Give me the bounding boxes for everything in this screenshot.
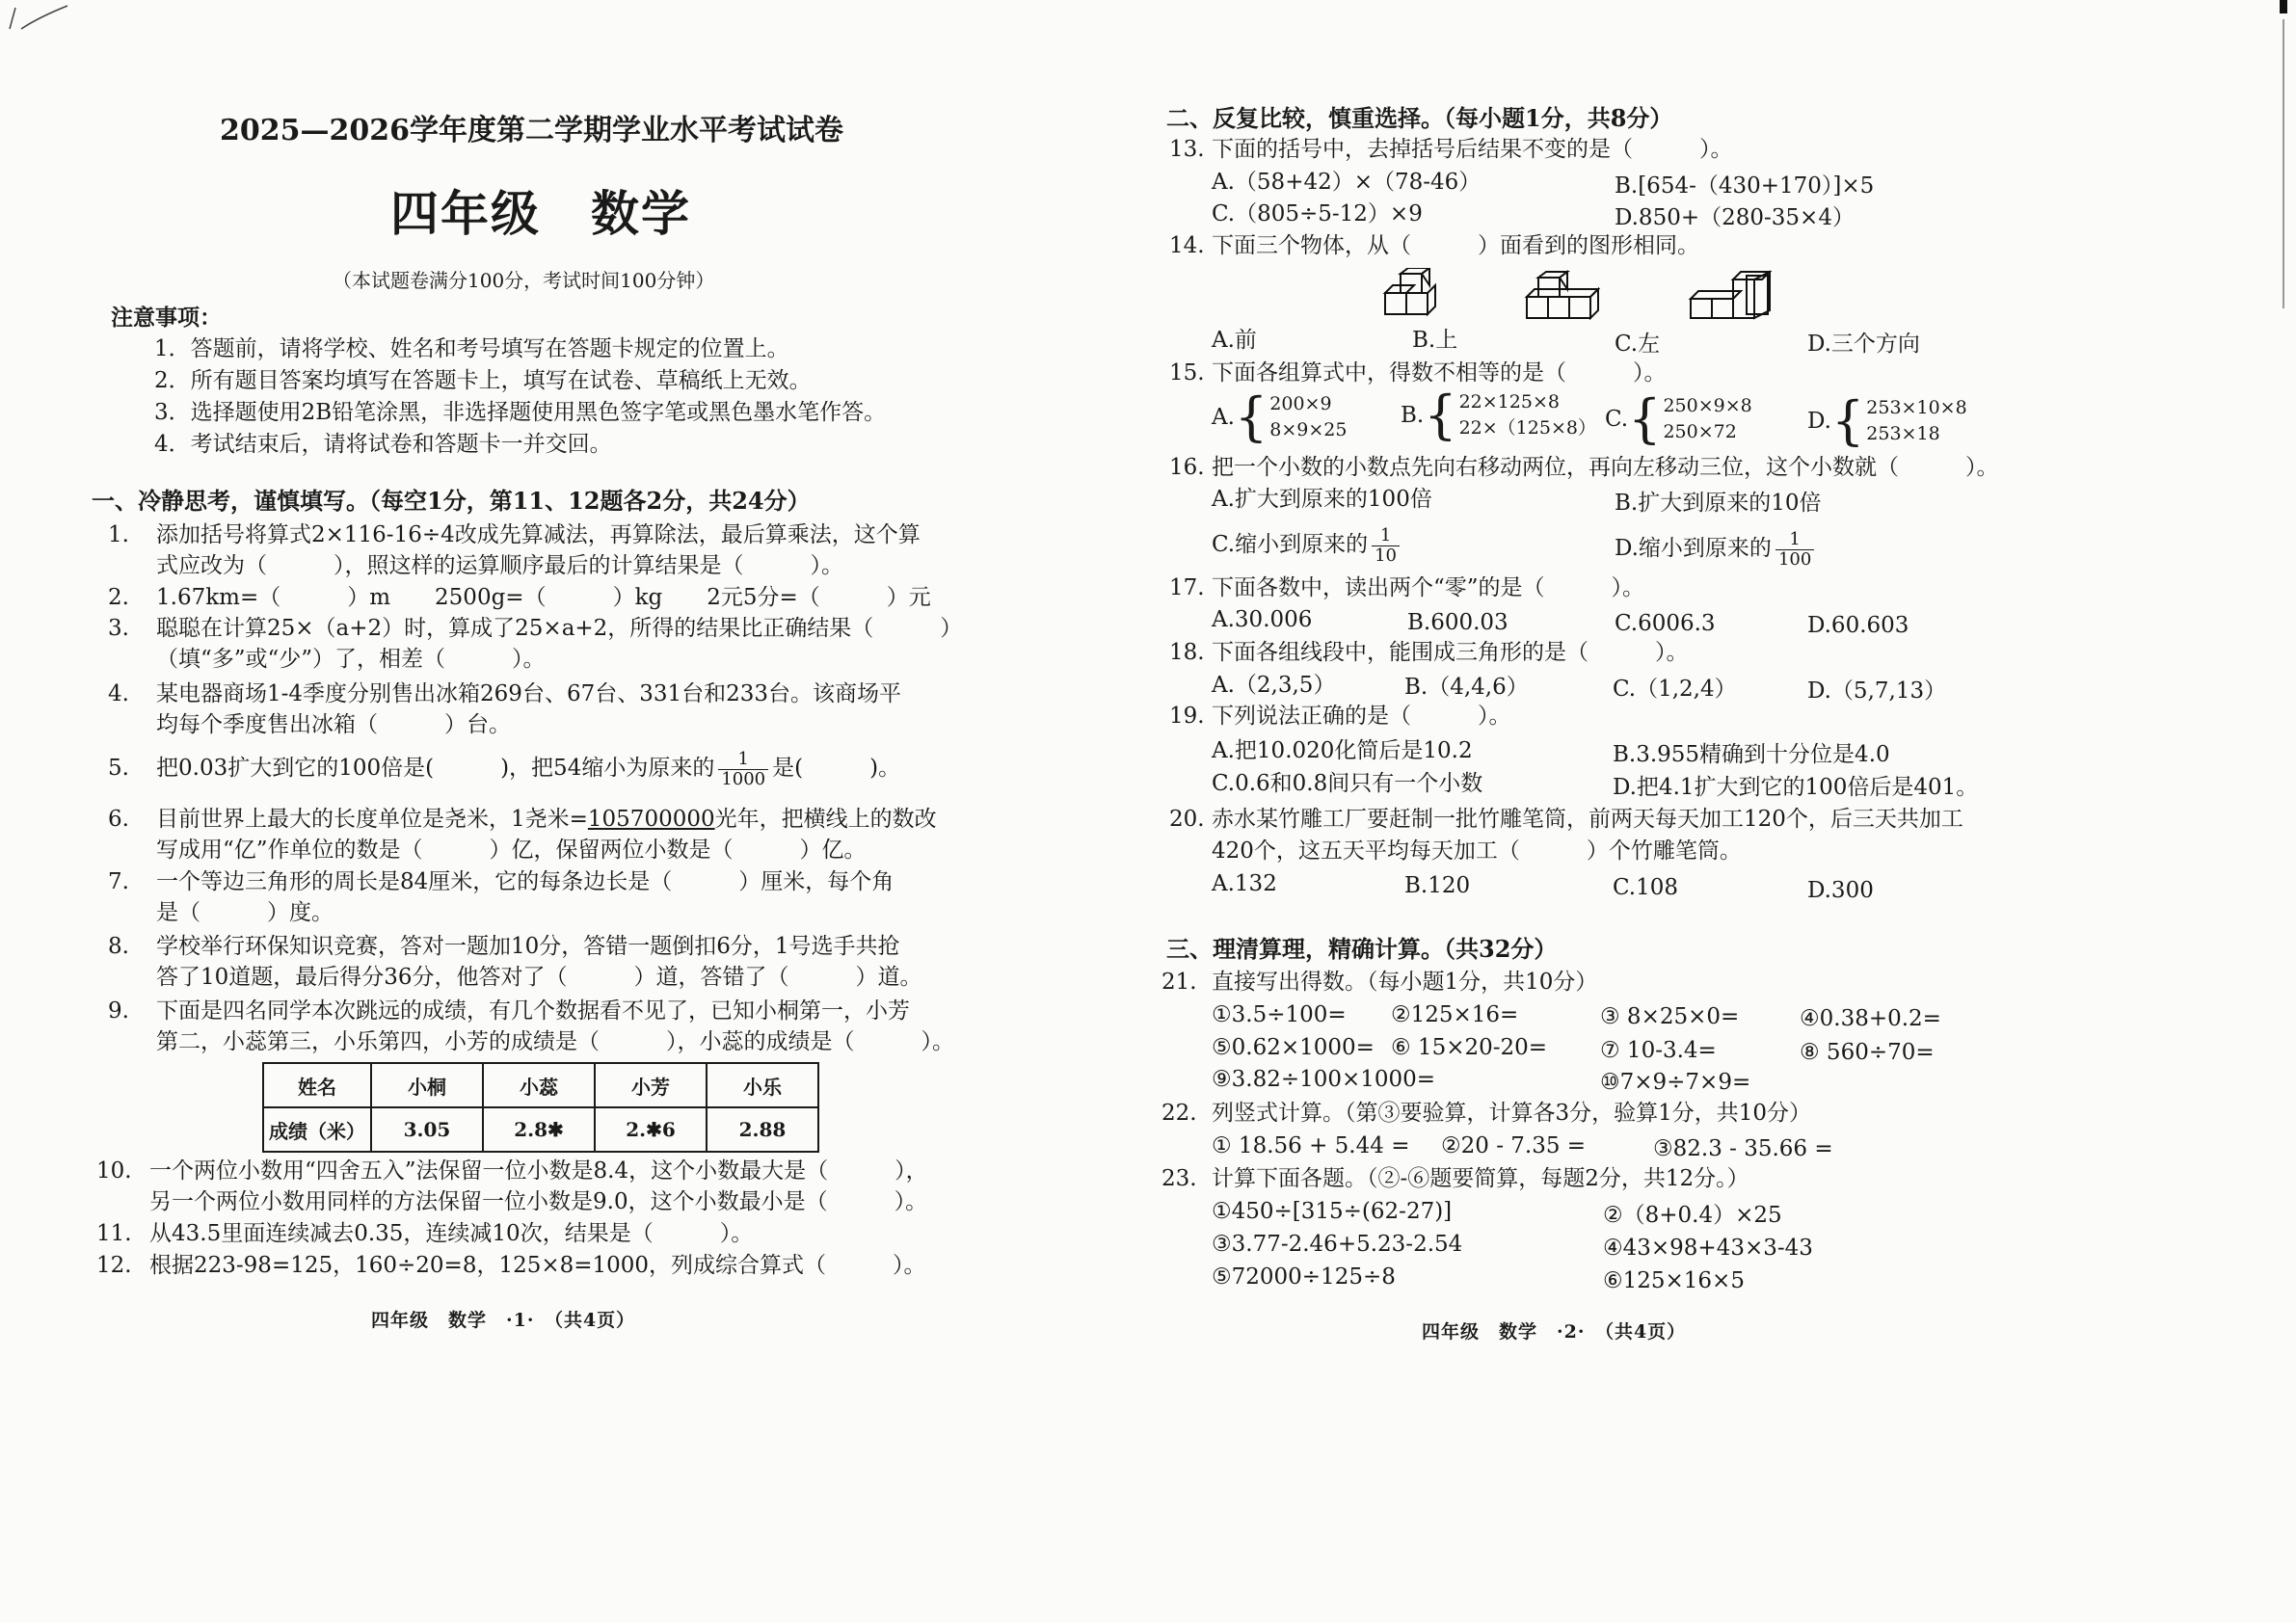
question-number: 13. (1169, 137, 1205, 162)
table-cell: 3.05 (371, 1107, 483, 1152)
table-header-cell: 姓名 (263, 1063, 371, 1107)
question-5-text: 把0.03扩大到它的100倍是( )，把54缩小为原来的 (156, 756, 715, 781)
question-19-stem: 下列说法正确的是（ ）。 (1212, 704, 1511, 729)
calc-item: ⑥ 15×20-20= (1391, 1035, 1548, 1060)
calc-item: ③82.3 - 35.66 = (1653, 1136, 1833, 1161)
question-8-line-2: 答了10道题，最后得分36分，他答对了（ ）道，答错了（ ）道。 (156, 965, 922, 990)
option-c: C.（1,2,4） (1613, 677, 1737, 702)
exam-subject: 四年级 数学 (390, 185, 691, 242)
brace-icon: { (1830, 390, 1865, 451)
option-label: A. (1212, 405, 1235, 430)
fraction-numerator: 1 (718, 750, 768, 770)
expression: 22×（125×8） (1458, 417, 1596, 439)
question-14-stem: 下面三个物体，从（ ）面看到的图形相同。 (1212, 233, 1699, 258)
long-jump-score-table (262, 1062, 819, 1153)
calc-item: ②（8+0.4）×25 (1603, 1203, 1782, 1228)
question-number: 3. (108, 616, 129, 641)
option-b: B.[654-（430+170）]×5 (1615, 173, 1875, 199)
question-number: 2. (108, 585, 129, 610)
calc-item: ⑥125×16×5 (1603, 1268, 1745, 1293)
option-a: A.扩大到原来的100倍 (1212, 487, 1432, 512)
question-12-line-1: 根据223-98=125，160÷20=8，125×8=1000，列成综合算式（ ）。 (149, 1253, 926, 1278)
question-4-line-1: 某电器商场1-4季度分别售出冰箱269台、67台、331台和233台。该商场平 (156, 681, 902, 706)
option-a: A.把10.020化简后是10.2 (1212, 738, 1473, 763)
question-5-text: 是( )。 (772, 756, 901, 781)
option-b: B.（4,4,6） (1404, 675, 1529, 700)
question-number: 11. (96, 1221, 132, 1246)
calc-item: ⑤0.62×1000= (1212, 1035, 1375, 1060)
option-b: B.上 (1412, 328, 1458, 353)
question-9-line-2: 第二，小蕊第三，小乐第四，小芳的成绩是（ ），小蕊的成绩是（ ）。 (156, 1029, 954, 1054)
question-number: 5. (108, 756, 129, 781)
question-7-line-2: 是（ ）度。 (156, 900, 334, 925)
table-row (263, 1063, 818, 1107)
fraction-numerator: 1 (1372, 526, 1400, 546)
fraction (718, 750, 768, 789)
question-11-line-1: 从43.5里面连续减去0.35，连续减10次，结果是（ ）。 (149, 1221, 754, 1246)
option-label: D. (1807, 409, 1831, 434)
option-b: B.3.955精确到十分位是4.0 (1613, 742, 1890, 767)
page-footer: 四年级 数学 ·1· （共4页） (371, 1310, 636, 1331)
option-a: A.（2,3,5） (1212, 673, 1336, 698)
question-number: 16. (1169, 455, 1205, 480)
calc-item: ⑨3.82÷100×1000= (1212, 1067, 1436, 1092)
exam-page-2 (1152, 0, 2193, 1623)
question-number: 1. (108, 522, 129, 547)
option-b: B.600.03 (1407, 610, 1508, 635)
question-20-line-1: 赤水某竹雕工厂要赶制一批竹雕笔筒，前两天每天加工120个，后三天共加工 (1212, 807, 1963, 832)
question-10-line-2: 另一个两位小数用同样的方法保留一位小数是9.0，这个小数最小是（ ）。 (149, 1189, 928, 1214)
question-number: 8. (108, 934, 129, 959)
fraction-denominator: 1000 (721, 768, 766, 789)
question-number: 23. (1161, 1166, 1197, 1191)
question-number: 22. (1161, 1101, 1197, 1126)
option-d: D.三个方向 (1807, 332, 1920, 357)
option-text: C.缩小到原来的 (1212, 532, 1369, 557)
option-b (1401, 385, 1596, 445)
option-d: D.850+（280-35×4） (1615, 205, 1855, 230)
option-b: B.120 (1404, 873, 1471, 898)
underlined-number: 105700000 (587, 807, 715, 832)
question-1-line-2: 式应改为（ ），照这样的运算顺序最后的计算结果是（ ）。 (156, 553, 843, 578)
question-15-stem: 下面各组算式中，得数不相等的是（ ）。 (1212, 360, 1667, 386)
question-9-line-1: 下面是四名同学本次跳远的成绩，有几个数据看不见了，已知小桐第一，小芳 (156, 998, 910, 1024)
question-number: 14. (1169, 233, 1205, 258)
option-d (1615, 524, 1818, 572)
calc-item: ③3.77-2.46+5.23-2.54 (1212, 1232, 1463, 1257)
question-number: 12. (96, 1253, 132, 1278)
calc-item: ①3.5÷100= (1212, 1002, 1347, 1027)
expression: 253×10×8 (1866, 397, 1967, 418)
section-1-heading: 一、冷静思考，谨慎填写。（每空1分，第11、12题各2分，共24分） (92, 487, 811, 515)
option-c: C.（805÷5-12）×9 (1212, 201, 1423, 226)
table-row (263, 1107, 818, 1152)
table-cell: 2.8✱ (483, 1107, 595, 1152)
fraction-denominator: 10 (1375, 545, 1397, 566)
section-2-heading: 二、反复比较，慎重选择。（每小题1分，共8分） (1166, 104, 1673, 132)
option-text: D.缩小到原来的 (1615, 536, 1772, 561)
question-21-stem: 直接写出得数。（每小题1分，共10分） (1212, 970, 1598, 995)
fraction-denominator: 100 (1777, 548, 1812, 570)
option-d: D.（5,7,13） (1807, 678, 1947, 704)
question-13-stem: 下面的括号中，去掉括号后结果不变的是（ ）。 (1212, 137, 1733, 162)
table-header-cell: 小蕊 (483, 1063, 595, 1107)
option-c: C.左 (1615, 332, 1661, 357)
question-number: 15. (1169, 360, 1205, 386)
question-20-line-2: 420个，这五天平均每天加工（ ）个竹雕笔筒。 (1212, 838, 1742, 864)
expression: 250×72 (1663, 421, 1737, 442)
expression: 200×9 (1269, 393, 1332, 414)
question-8-line-1: 学校举行环保知识竞赛，答对一题加10分，答错一题倒扣6分，1号选手共抢 (156, 934, 900, 959)
table-cell: 2.✱6 (595, 1107, 707, 1152)
expression: 8×9×25 (1269, 419, 1348, 440)
cube-figure-1 (1381, 268, 1441, 322)
question-6-line-1 (156, 805, 937, 834)
option-c: C.6006.3 (1615, 611, 1716, 636)
table-header-cell: 小桐 (371, 1063, 483, 1107)
table-row-label: 成绩（米） (263, 1107, 371, 1152)
section-3-heading: 三、理清算理，精确计算。（共32分） (1166, 935, 1558, 963)
fraction (1372, 526, 1400, 566)
question-16-stem: 把一个小数的小数点先向右移动两位，再向左移动三位，这个小数就（ ）。 (1212, 455, 1999, 480)
question-number: 21. (1161, 970, 1197, 995)
pencil-scribble (0, 0, 87, 39)
notice-item: 1．答题前，请将学校、姓名和考号填写在答题卡规定的位置上。 (154, 336, 789, 361)
notice-item: 2．所有题目答案均填写在答题卡上，填写在试卷、草稿纸上无效。 (154, 368, 812, 393)
exam-page-1 (92, 0, 1060, 1623)
calc-item: ⑧ 560÷70= (1800, 1040, 1935, 1065)
option-c (1212, 520, 1403, 569)
option-a: A.132 (1212, 871, 1277, 896)
question-2-line-1: 1.67km=（ ）m 2500g=（ ）kg 2元5分=（ ）元 (156, 585, 931, 610)
question-17-stem: 下面各数中，读出两个“零”的是（ ）。 (1212, 575, 1645, 600)
question-7-line-1: 一个等边三角形的周长是84厘米，它的每条边长是（ ）厘米，每个角 (156, 869, 894, 894)
calc-item: ⑤72000÷125÷8 (1212, 1264, 1396, 1290)
question-number: 19. (1169, 704, 1205, 729)
option-a: A.（58+42）×（78-46） (1212, 170, 1482, 195)
calc-item: ④0.38+0.2= (1800, 1006, 1941, 1031)
option-a (1212, 386, 1348, 447)
table-cell: 2.88 (707, 1107, 818, 1152)
option-d: D.60.603 (1807, 613, 1909, 638)
question-3-line-2: （填“多”或“少”）了，相差（ ）。 (156, 647, 546, 672)
calc-item: ②20 - 7.35 = (1441, 1133, 1587, 1158)
exam-note: （本试题卷满分100分，考试时间100分钟） (333, 269, 715, 292)
calc-item: ③ 8×25×0= (1600, 1004, 1740, 1029)
question-5-line-1 (156, 744, 900, 792)
question-4-line-2: 均每个季度售出冰箱（ ）台。 (156, 712, 511, 737)
option-c: C.0.6和0.8间只有一个小数 (1212, 771, 1483, 796)
table-header-cell: 小乐 (707, 1063, 818, 1107)
expression: 250×9×8 (1663, 395, 1752, 416)
page-footer: 四年级 数学 ·2· （共4页） (1422, 1321, 1687, 1343)
cube-figure-3 (1687, 270, 1775, 324)
question-number: 18. (1169, 640, 1205, 665)
notice-item: 3．选择题使用2B铅笔涂黑，非选择题使用黑色签字笔或黑色墨水笔作答。 (154, 400, 887, 425)
question-number: 10. (96, 1158, 132, 1184)
option-b: B.扩大到原来的10倍 (1615, 491, 1822, 516)
question-6-text: 光年，把横线上的数改 (714, 807, 937, 832)
expression: 22×125×8 (1458, 391, 1560, 412)
question-number: 7. (108, 869, 129, 894)
calc-item: ②125×16= (1391, 1002, 1519, 1027)
option-label: B. (1401, 403, 1425, 428)
question-number: 4. (108, 681, 129, 706)
option-d (1807, 390, 1967, 451)
question-1-line-1: 添加括号将算式2×116-16÷4改成先算减法，再算除法，最后算乘法，这个算 (156, 522, 921, 547)
option-d: D.把4.1扩大到它的100倍后是401。 (1613, 775, 1979, 800)
calc-item: ④43×98+43×3-43 (1603, 1236, 1813, 1261)
question-10-line-1: 一个两位小数用“四舍五入”法保留一位小数是8.4，这个小数最大是（ ）， (149, 1158, 928, 1184)
question-number: 20. (1169, 807, 1205, 832)
question-number: 17. (1169, 575, 1205, 600)
question-23-stem: 计算下面各题。（②-⑥题要简算，每题2分，共12分。） (1212, 1166, 1749, 1191)
expression: 253×18 (1866, 423, 1940, 444)
brace-icon: { (1234, 386, 1268, 447)
notice-heading: 注意事项： (111, 305, 222, 331)
notice-item: 4．考试结束后，请将试卷和答题卡一并交回。 (154, 432, 612, 457)
cube-figure-2 (1523, 270, 1600, 324)
option-c (1605, 388, 1752, 449)
calc-item: ⑩7×9÷7×9= (1600, 1070, 1751, 1095)
question-22-stem: 列竖式计算。（第③要验算，计算各3分，验算1分，共10分） (1212, 1101, 1812, 1126)
exam-title: 2025—2026学年度第二学期学业水平考试试卷 (220, 114, 843, 147)
question-number: 9. (108, 998, 129, 1024)
binding-mark (2270, 0, 2296, 318)
fraction-numerator: 1 (1775, 530, 1814, 550)
question-6-text: 目前世界上最大的长度单位是尧米，1尧米= (156, 807, 588, 832)
fraction (1775, 530, 1814, 570)
question-number: 6. (108, 807, 129, 832)
option-label: C. (1605, 407, 1629, 432)
option-d: D.300 (1807, 878, 1874, 903)
table-header-cell: 小芳 (595, 1063, 707, 1107)
question-18-stem: 下面各组线段中，能围成三角形的是（ ）。 (1212, 640, 1689, 665)
brace-icon: { (1424, 385, 1457, 445)
option-a: A.30.006 (1212, 607, 1313, 632)
brace-icon: { (1628, 388, 1662, 449)
option-a: A.前 (1212, 328, 1257, 353)
question-3-line-1: 聪聪在计算25×（a+2）时，算成了25×a+2，所得的结果比正确结果（ ） (156, 616, 963, 641)
calc-item: ⑦ 10-3.4= (1600, 1038, 1717, 1063)
calc-item: ① 18.56 + 5.44 = (1212, 1133, 1410, 1158)
option-c: C.108 (1613, 875, 1678, 900)
question-6-line-2: 写成用“亿”作单位的数是（ ）亿，保留两位小数是（ ）亿。 (156, 838, 867, 863)
calc-item: ①450÷[315÷(62-27)] (1212, 1199, 1453, 1224)
